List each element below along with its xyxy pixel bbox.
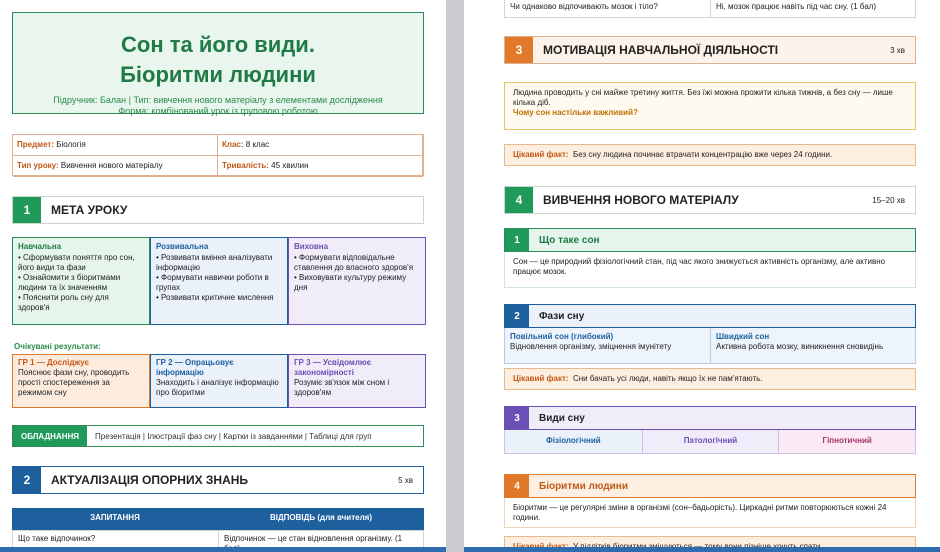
equipment-items: Презентація | Ілюстрації фаз сну | Картки із завданнями | Таблиці для груп bbox=[95, 431, 372, 441]
fun-fact-2: Цікавий факт: Сни бачать усі люди, навіть якщо їх не пам'ятають. bbox=[504, 368, 916, 390]
expected-group-2: ГР 2 — Опрацьовує інформацію Знаходить і аналізує інформацію про біоритми bbox=[150, 354, 288, 408]
qa-table-header bbox=[12, 508, 424, 530]
goal-developmental: Розвивальна • Розвивати вміння аналізувати інформацію • Формувати навички роботи в групах • Розвивати критичне мислення bbox=[150, 237, 288, 325]
lesson-title-block bbox=[12, 12, 424, 114]
qa-header-answer: ВІДПОВІДЬ (для вчителя) bbox=[269, 513, 372, 522]
sleep-phases bbox=[504, 328, 916, 364]
expected-group-3: ГР 3 — Усвідомлює закономірності Розуміє зв'язок між сном і здоров'ям bbox=[288, 354, 426, 408]
subsection-1-header: 1 Що таке сон bbox=[504, 228, 916, 252]
lesson-info-grid bbox=[12, 134, 424, 176]
section-duration: 3 хв bbox=[890, 45, 905, 55]
phase-slow: Повільний сон (глибокий) Відновлення організму, зміцнення імунітету bbox=[510, 332, 672, 351]
lesson-title-line2: Біоритми людини bbox=[120, 62, 316, 87]
section-2-header bbox=[12, 466, 424, 494]
type-hypnotic: Гіпнотичний bbox=[778, 430, 915, 453]
type-physiological: Фізіологічний bbox=[505, 430, 642, 453]
section-4-header bbox=[504, 186, 916, 214]
section-number: 2 bbox=[13, 467, 41, 493]
goal-upbringing: Виховна • Формувати відповідальне ставлення до власного здоров'я • Виховувати культуру режиму дня bbox=[288, 237, 426, 325]
lesson-meta-line2: Форма: комбінований урок із груповою роботою bbox=[118, 106, 318, 116]
section-number: 1 bbox=[13, 197, 41, 223]
subsection-2-header: 2 Фази сну bbox=[504, 304, 916, 328]
document-page-left bbox=[0, 0, 446, 552]
section-title: МОТИВАЦІЯ НАВЧАЛЬНОЇ ДІЯЛЬНОСТІ bbox=[543, 43, 779, 57]
subsection-3-header: 3 Види сну bbox=[504, 406, 916, 430]
subsection-1-text: Сон — це природний фізіологічний стан, під час якого знижується активність організму, але активно працює мозок. bbox=[504, 252, 916, 288]
section-3-header bbox=[504, 36, 916, 64]
info-duration: Тривалість: 45 хвилин bbox=[218, 156, 423, 177]
expected-group-1: ГР 1 — Досліджує Пояснює фази сну, проводить прості спостереження за режимом сну bbox=[12, 354, 150, 408]
info-subject: Предмет: Біологія bbox=[13, 135, 218, 156]
goal-educational: Навчальна • Сформувати поняття про сон, його види та фази • Ознайомити з біоритмами людини та їх значенням • Пояснити роль сну для здоров'я bbox=[12, 237, 150, 325]
table-row: Чи однаково відпочивають мозок і тіло? Ні, мозок працює навіть під час сну. (1 бал) bbox=[504, 0, 916, 18]
section-title: АКТУАЛІЗАЦІЯ ОПОРНИХ ЗНАНЬ bbox=[51, 473, 249, 487]
section-1-header bbox=[12, 196, 424, 224]
info-class: Клас: 8 клас bbox=[218, 135, 423, 156]
page-bottom-bar bbox=[0, 547, 446, 552]
section-title: МЕТА УРОКУ bbox=[51, 203, 128, 217]
motivation-text: Людина проводить у сні майже третину життя. Без їжі можна прожити кілька тижнів, а без сну — лише кілька діб. bbox=[513, 88, 893, 107]
document-page-right bbox=[464, 0, 940, 552]
type-pathological: Патологічний bbox=[642, 430, 779, 453]
page-bottom-bar bbox=[464, 547, 940, 552]
motivation-question: Чому сон настільки важливий? bbox=[513, 108, 638, 117]
expected-results-label: Очікувані результати: bbox=[14, 342, 101, 351]
section-duration: 5 хв bbox=[398, 475, 413, 485]
section-number: 3 bbox=[505, 37, 533, 63]
fun-fact-1: Цікавий факт: Без сну людина починає втрачати концентрацію вже через 24 години. bbox=[504, 144, 916, 166]
qa-header-question: ЗАПИТАННЯ bbox=[90, 513, 140, 522]
section-title: ВИВЧЕННЯ НОВОГО МАТЕРІАЛУ bbox=[543, 193, 739, 207]
phase-fast: Швидкий сон Активна робота мозку, виникнення сновидінь bbox=[710, 328, 915, 363]
info-type: Тип уроку: Вивчення нового матеріалу bbox=[13, 156, 218, 177]
sleep-types bbox=[504, 430, 916, 454]
equipment-label: ОБЛАДНАННЯ bbox=[13, 426, 87, 446]
equipment-row bbox=[12, 425, 424, 447]
lesson-meta-line1: Підручник: Балан | Тип: вивчення нового матеріалу з елементами дослідження bbox=[53, 95, 383, 105]
table-row: Що таке відпочинок? Відпочинок — це стан відновлення організму. (1 bbox=[12, 530, 424, 552]
subsection-4-text: Біоритми — це регулярні зміни в організмі (сон–бадьорість). Циркадні ритми повторюються кожні 24 години. bbox=[504, 498, 916, 528]
section-duration: 15–20 хв bbox=[872, 195, 905, 205]
subsection-4-header: 4 Біоритми людини bbox=[504, 474, 916, 498]
section-number: 4 bbox=[505, 187, 533, 213]
motivation-box bbox=[504, 82, 916, 130]
lesson-title-line1: Сон та його види. bbox=[121, 32, 315, 57]
